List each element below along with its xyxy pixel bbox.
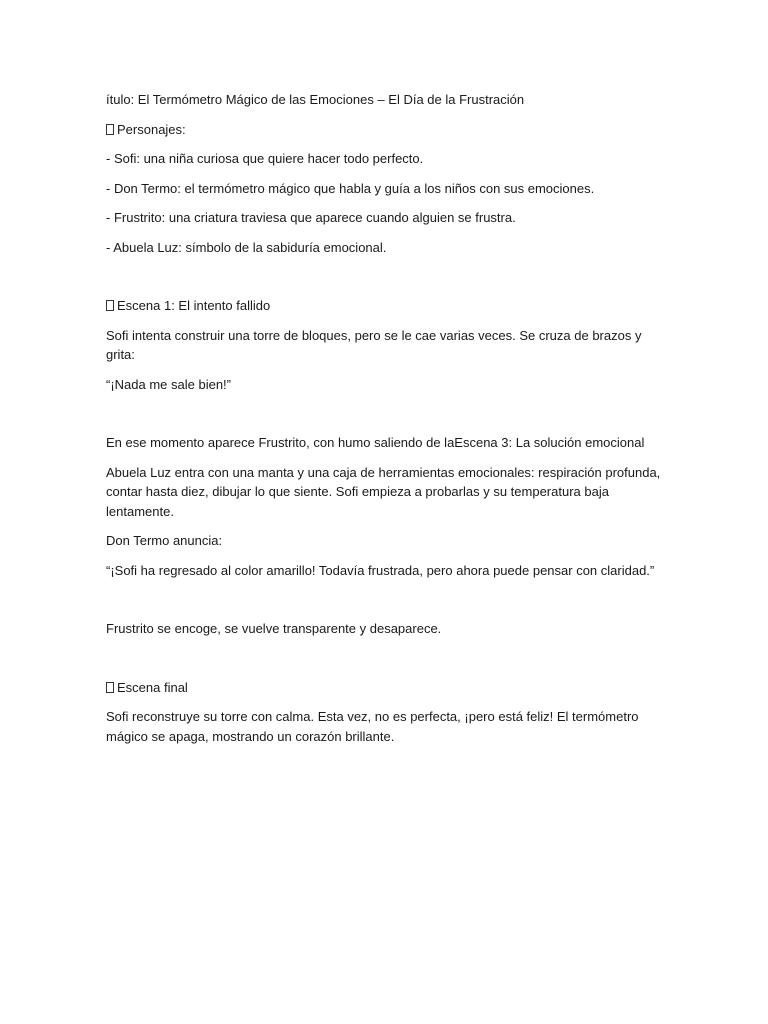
blank-line [106, 590, 666, 619]
blank-line [106, 649, 666, 678]
characters-heading: Personajes: [117, 121, 186, 137]
blank-line [106, 404, 666, 433]
missing-glyph-icon [106, 300, 114, 311]
scene1-heading: Escena 1: El intento fallido [117, 298, 271, 313]
scene1-paragraph: Sofi intenta construir una torre de bloques, pero se le cae varias veces. Se cruza de brazos y grita: [106, 327, 646, 362]
frustrito-paragraph: Frustrito se encoge, se vuelve transparente y desaparece. [106, 621, 442, 636]
scene1-heading-line [106, 296, 666, 316]
blank-line [106, 267, 666, 296]
scene1-quote: “¡Nada me sale bien!” [106, 376, 231, 392]
characters-heading-line [106, 120, 666, 140]
announce-paragraph: Don Termo anuncia: [106, 533, 223, 548]
final-paragraph: Sofi reconstruye su torre con calma. Esta vez, no es perfecta, ¡pero está feliz! El termómetro mágico se apaga, mostrando un corazón brillante. [106, 709, 643, 744]
character-item: - Don Termo: el termómetro mágico que habla y guía a los niños con sus emociones. [106, 180, 595, 196]
character-item: - Frustrito: una criatura traviesa que aparece cuando alguien se frustra. [106, 210, 516, 225]
announce-quote: “¡Sofi ha regresado al color amarillo! Todavía frustrada, pero ahora puede pensar con claridad.” [106, 562, 655, 578]
abuela-paragraph: Abuela Luz entra con una manta y una caja de herramientas emocionales: respiración profunda, contar hasta diez, dibujar lo que siente. Sofi empieza a probarlas y su temperatura baja lentamente. [106, 464, 664, 519]
document-title: ítulo: El Termómetro Mágico de las Emociones – El Día de la Frustración [106, 92, 525, 107]
final-heading: Escena final [117, 679, 188, 695]
character-item: - Sofi: una niña curiosa que quiere hacer todo perfecto. [106, 151, 424, 166]
character-item: - Abuela Luz: símbolo de la sabiduría emocional. [106, 239, 387, 255]
final-heading-line [106, 678, 666, 698]
missing-glyph-icon [106, 124, 114, 135]
transition-paragraph: En ese momento aparece Frustrito, con humo saliendo de laEscena 3: La solución emocional [106, 435, 645, 450]
missing-glyph-icon [106, 682, 114, 693]
document-body [106, 90, 666, 756]
